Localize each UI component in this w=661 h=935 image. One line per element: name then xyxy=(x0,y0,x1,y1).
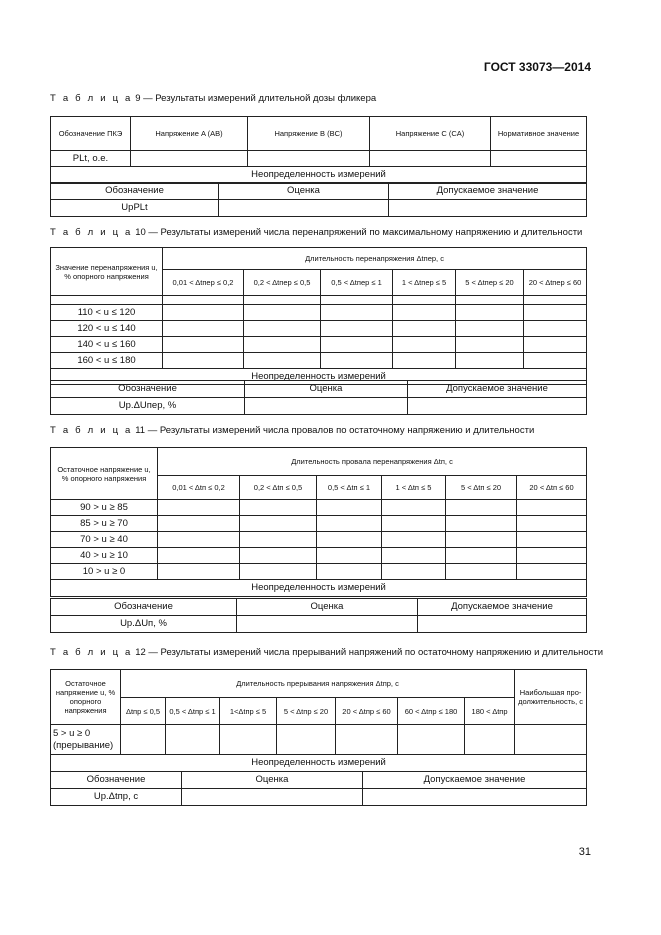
table-cell xyxy=(158,532,240,548)
table11 xyxy=(50,447,587,597)
table-cell xyxy=(517,548,587,564)
table12-caption xyxy=(50,647,603,658)
table-cell xyxy=(240,548,317,564)
t10-sub-6: 20 < Δtпер ≤ 60 xyxy=(524,270,587,296)
table11-title: 11 — Результаты измерений числа провалов по остаточному напряжению и длительности xyxy=(135,425,535,436)
table12-uncertainty xyxy=(50,771,587,806)
table-cell xyxy=(393,353,456,369)
t9-cell xyxy=(491,151,587,167)
table-cell xyxy=(524,296,587,305)
table-cell xyxy=(393,321,456,337)
t12-col-max-duration: Наибольшая продолжительность, с xyxy=(515,670,587,725)
document-header: ГОСТ 33073—2014 xyxy=(483,60,591,74)
table-cell xyxy=(446,564,517,580)
table10-label: Т а б л и ц а xyxy=(50,227,133,238)
table-cell xyxy=(220,725,277,755)
t12-estimate: Оценка xyxy=(182,772,363,789)
table-cell xyxy=(244,296,321,305)
table-cell xyxy=(317,500,382,516)
table-cell xyxy=(456,337,524,353)
table-cell xyxy=(163,353,244,369)
table-cell xyxy=(277,725,336,755)
table-cell xyxy=(163,296,244,305)
table-cell xyxy=(517,516,587,532)
table-cell xyxy=(393,296,456,305)
t12-designation: Обозначение xyxy=(51,772,182,789)
t12-sub-3: 1<Δtпр ≤ 5 xyxy=(220,698,277,725)
table9-label: Т а б л и ц а xyxy=(50,93,133,104)
table-cell xyxy=(121,725,166,755)
t11-allowed: Допускаемое значение xyxy=(418,599,587,616)
table-cell xyxy=(244,305,321,321)
table-cell xyxy=(163,305,244,321)
t9-uncertainty: Неопределенность измерений xyxy=(51,167,587,184)
t10-designation: Обозначение xyxy=(51,381,245,398)
table-cell xyxy=(408,398,587,415)
t10-uncertainty: Неопределенность измерений xyxy=(51,369,587,385)
t11-sub-1: 0,01 < Δtп ≤ 0,2 xyxy=(158,476,240,500)
table-cell xyxy=(321,296,393,305)
table-cell xyxy=(398,725,465,755)
t12-uncertainty: Неопределенность измерений xyxy=(51,755,587,772)
t11-sub-5: 5 < Δtп ≤ 20 xyxy=(446,476,517,500)
t11-designation: Обозначение xyxy=(51,599,237,616)
table-cell xyxy=(158,500,240,516)
table-cell xyxy=(363,789,587,806)
t11-sub-3: 0,5 < Δtп ≤ 1 xyxy=(317,476,382,500)
t11-row-1: 90 > u ≥ 85 xyxy=(51,500,158,516)
table9-caption xyxy=(50,93,376,104)
t9-col-pke: Обозначение ПКЭ xyxy=(51,117,131,151)
t9-symbol: UpPLt xyxy=(51,200,219,217)
t9-cell xyxy=(370,151,491,167)
table-cell xyxy=(446,516,517,532)
t12-row-interruption: 5 > u ≥ 0 (прерывание) xyxy=(51,725,121,755)
t10-row-1: 110 < u ≤ 120 xyxy=(51,305,163,321)
table-cell xyxy=(166,725,220,755)
t9-allowed: Допускаемое значение xyxy=(389,183,587,200)
t11-row-5: 10 > u ≥ 0 xyxy=(51,564,158,580)
table-cell xyxy=(524,337,587,353)
table-cell xyxy=(317,532,382,548)
t10-estimate: Оценка xyxy=(245,381,408,398)
t12-group-header: Длительность прерывания напряжения Δtпр, с xyxy=(121,670,515,698)
table-cell xyxy=(240,516,317,532)
t9-designation: Обозначение xyxy=(51,183,219,200)
table-cell xyxy=(317,564,382,580)
table-cell xyxy=(317,548,382,564)
t12-sub-5: 20 < Δtпр ≤ 60 xyxy=(336,698,398,725)
table-cell xyxy=(465,725,515,755)
table12 xyxy=(50,669,587,772)
table10-caption xyxy=(50,227,582,238)
table-cell xyxy=(244,353,321,369)
table10 xyxy=(50,247,587,385)
t9-cell xyxy=(131,151,248,167)
t9-col-norm: Нормативное значение xyxy=(491,117,587,151)
table-cell xyxy=(382,500,446,516)
t11-estimate: Оценка xyxy=(237,599,418,616)
table-cell xyxy=(245,398,408,415)
table-cell xyxy=(321,353,393,369)
table-cell xyxy=(446,532,517,548)
t11-col-voltage: Остаточное напряжение u, % опорного напряжения xyxy=(51,448,158,500)
table-cell xyxy=(158,548,240,564)
t10-sub-4: 1 < Δtпер ≤ 5 xyxy=(393,270,456,296)
table10-uncertainty xyxy=(50,380,587,415)
table-cell xyxy=(244,321,321,337)
table-cell xyxy=(456,305,524,321)
table-cell xyxy=(382,564,446,580)
t11-row-2: 85 > u ≥ 70 xyxy=(51,516,158,532)
t10-sub-3: 0,5 < Δtпер ≤ 1 xyxy=(321,270,393,296)
t10-group-header: Длительность перенапряжения Δtпер, с xyxy=(163,248,587,270)
t12-sub-4: 5 < Δtпр ≤ 20 xyxy=(277,698,336,725)
t10-sub-5: 5 < Δtпер ≤ 20 xyxy=(456,270,524,296)
table-cell xyxy=(524,353,587,369)
table-cell xyxy=(163,321,244,337)
t11-row-4: 40 > u ≥ 10 xyxy=(51,548,158,564)
t10-row-3: 140 < u ≤ 160 xyxy=(51,337,163,353)
t12-sub-2: 0,5 < Δtпр ≤ 1 xyxy=(166,698,220,725)
t9-col-a: Напряжение A (AB) xyxy=(131,117,248,151)
t10-row-4: 160 < u ≤ 180 xyxy=(51,353,163,369)
table-cell xyxy=(382,532,446,548)
t10-allowed: Допускаемое значение xyxy=(408,381,587,398)
table-cell xyxy=(517,564,587,580)
t12-sub-6: 60 < Δtпр ≤ 180 xyxy=(398,698,465,725)
table-cell xyxy=(321,305,393,321)
table-cell xyxy=(382,516,446,532)
table-cell xyxy=(446,548,517,564)
table-cell xyxy=(517,532,587,548)
table-cell xyxy=(240,532,317,548)
table-cell xyxy=(182,789,363,806)
t12-col-voltage: Остаточное напряжение u, % опорного напряжения xyxy=(51,670,121,725)
table-cell xyxy=(244,337,321,353)
t10-col-voltage: Значение перенапряжения u, % опорного напряжения xyxy=(51,248,163,296)
table-cell xyxy=(393,305,456,321)
table11-uncertainty xyxy=(50,598,587,633)
table10-title: 10 — Результаты измерений числа перенапряжений по максимальному напряжению и длительности xyxy=(135,227,583,238)
t11-sub-2: 0,2 < Δtп ≤ 0,5 xyxy=(240,476,317,500)
t9-row-plt: PLt, о.е. xyxy=(51,151,131,167)
t12-sub-1: Δtпр ≤ 0,5 xyxy=(121,698,166,725)
t12-sub-7: 180 < Δtпр xyxy=(465,698,515,725)
table-cell xyxy=(446,500,517,516)
table-cell xyxy=(158,516,240,532)
table-cell xyxy=(456,353,524,369)
table11-label: Т а б л и ц а xyxy=(50,425,133,436)
t11-uncertainty: Неопределенность измерений xyxy=(51,580,587,597)
table-cell xyxy=(517,500,587,516)
t9-col-b: Напряжение B (BC) xyxy=(248,117,370,151)
table-cell xyxy=(240,564,317,580)
t9-estimate: Оценка xyxy=(219,183,389,200)
t10-sub-1: 0,01 < Δtпер ≤ 0,2 xyxy=(163,270,244,296)
table9-title: 9 — Результаты измерений длительной дозы фликера xyxy=(135,93,377,104)
table-cell xyxy=(321,337,393,353)
table-cell xyxy=(456,321,524,337)
table-cell xyxy=(418,616,587,633)
table-cell xyxy=(317,516,382,532)
table-cell xyxy=(158,564,240,580)
t11-sub-4: 1 < Δtп ≤ 5 xyxy=(382,476,446,500)
t9-cell xyxy=(219,200,389,217)
t9-cell xyxy=(389,200,587,217)
table-cell xyxy=(163,337,244,353)
t12-symbol: Up.Δtпр, с xyxy=(51,789,182,806)
table-cell xyxy=(393,337,456,353)
t9-cell xyxy=(248,151,370,167)
table-cell xyxy=(382,548,446,564)
table11-caption xyxy=(50,425,534,436)
table-cell xyxy=(524,305,587,321)
t10-sub-2: 0,2 < Δtпер ≤ 0,5 xyxy=(244,270,321,296)
table-cell xyxy=(237,616,418,633)
t10-row-2: 120 < u ≤ 140 xyxy=(51,321,163,337)
t11-sub-6: 20 < Δtп ≤ 60 xyxy=(517,476,587,500)
table-cell xyxy=(240,500,317,516)
table12-label: Т а б л и ц а xyxy=(50,647,133,658)
t12-allowed: Допускаемое значение xyxy=(363,772,587,789)
t11-symbol: Up.ΔUп, % xyxy=(51,616,237,633)
t11-group-header: Длительность провала перенапряжения Δtп, с xyxy=(158,448,587,476)
t10-symbol: Up.ΔUпер, % xyxy=(51,398,245,415)
table12-title: 12 — Результаты измерений числа прерываний напряжений по остаточному напряжению и длительности xyxy=(135,647,604,658)
page-number: 31 xyxy=(578,846,591,858)
t9-col-c: Напряжение C (CA) xyxy=(370,117,491,151)
table-cell xyxy=(456,296,524,305)
table-cell xyxy=(336,725,398,755)
table9 xyxy=(50,116,587,184)
table-cell xyxy=(515,725,587,755)
table-cell xyxy=(51,296,163,305)
table-cell xyxy=(321,321,393,337)
table-cell xyxy=(524,321,587,337)
table9-uncertainty xyxy=(50,182,587,217)
t11-row-3: 70 > u ≥ 40 xyxy=(51,532,158,548)
